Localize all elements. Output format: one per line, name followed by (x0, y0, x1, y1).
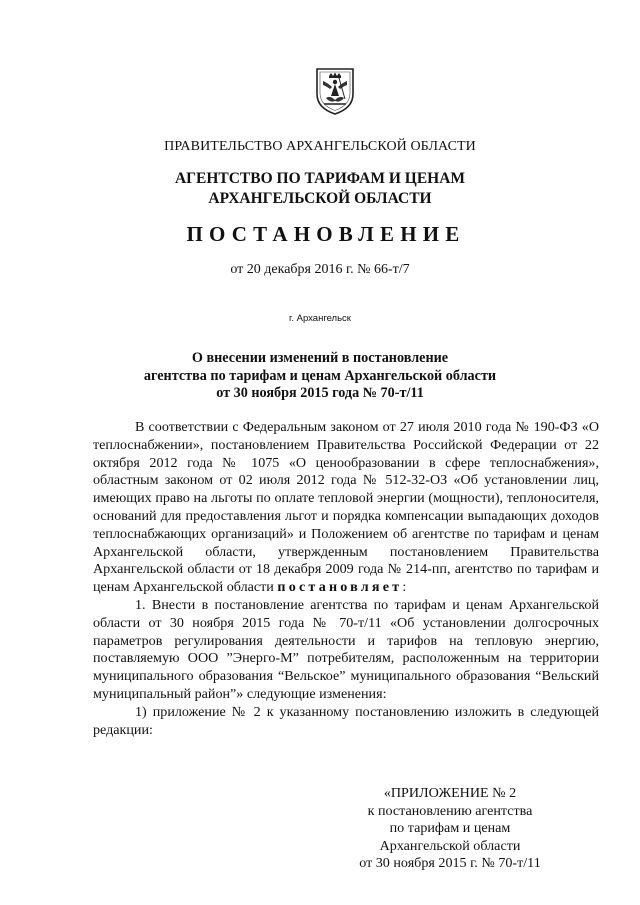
subject-line1: О внесении изменений в постановление (191, 350, 449, 366)
paragraph-preamble (93, 419, 599, 597)
document-body (93, 419, 599, 739)
document-type: ПОСТАНОВЛЕНИЕ (186, 222, 466, 246)
appendix-line1: «ПРИЛОЖЕНИЕ № 2 (383, 785, 517, 801)
appendix-header (330, 785, 570, 873)
subject-line2: агентства по тарифам и ценам Архангельской области (143, 367, 497, 384)
appendix-line4: Архангельской области (379, 837, 521, 854)
appendix-line3: по тарифам и ценам (389, 820, 511, 837)
preamble-end: : (402, 579, 407, 596)
document-subject (0, 350, 640, 403)
agency-title (0, 169, 640, 209)
appendix-line2: к постановлению агентства (367, 802, 533, 819)
document-date-number: от 20 декабря 2016 г. № 66-т/7 (230, 262, 410, 277)
subject-line3: от 30 ноября 2015 года № 70-т/11 (216, 385, 424, 401)
paragraph-subitem-1: 1) приложение № 2 к указанному постановлению изложить в следующей редакции: (93, 703, 599, 738)
government-title: ПРАВИТЕЛЬСТВО АРХАНГЕЛЬСКОЙ ОБЛАСТИ (164, 139, 476, 154)
document-city: г. Архангельск (289, 313, 351, 324)
paragraph-item-1: 1. Внести в постановление агентства по тарифам и ценам Архангельской области от 30 ноября 2015 года № 70-т/11 «Об установлении долгосрочных параметров регулирования деятельности и тарифов на тепловую энергию, поставляемую ООО ”Энерго-М” потребителям, расположенным на территории муниципального образования “Вельское” муниципального образования “Вельский муниципальный район”» следующие изменения: (93, 596, 599, 702)
resolves-keyword: постановляет (277, 579, 403, 596)
agency-title-line1: АГЕНТСТВО ПО ТАРИФАМ И ЦЕНАМ (174, 170, 466, 187)
coat-of-arms-emblem (314, 66, 356, 116)
preamble-text: В соответствии с Федеральным законом от 27 июля 2010 года № 190-ФЗ «О теплоснабжении», постановлением Правительства Российской Федерации от 22 октября 2012 года № 1075 «О ценообразовании в сфере теплоснабжения», областным законом от 02 июля 2012 года № 512-32-ОЗ «Об установлении лиц, имеющих право на льготы по оплате тепловой энергии (мощности), теплоносителя, оснований для предоставления льгот и порядка компенсации выпадающих доходов теплоснабжающих организаций» и Положением об агентстве по тарифам и ценам Архангельской области, утвержденным постановлением Правительства Архангельской области от 18 декабря 2009 года № 214-пп, агентство по тарифам и ценам Архангельской области (93, 419, 599, 596)
appendix-line5: от 30 ноября 2015 г. № 70-т/11 (359, 855, 541, 872)
agency-title-line2: АРХАНГЕЛЬСКОЙ ОБЛАСТИ (208, 190, 432, 207)
